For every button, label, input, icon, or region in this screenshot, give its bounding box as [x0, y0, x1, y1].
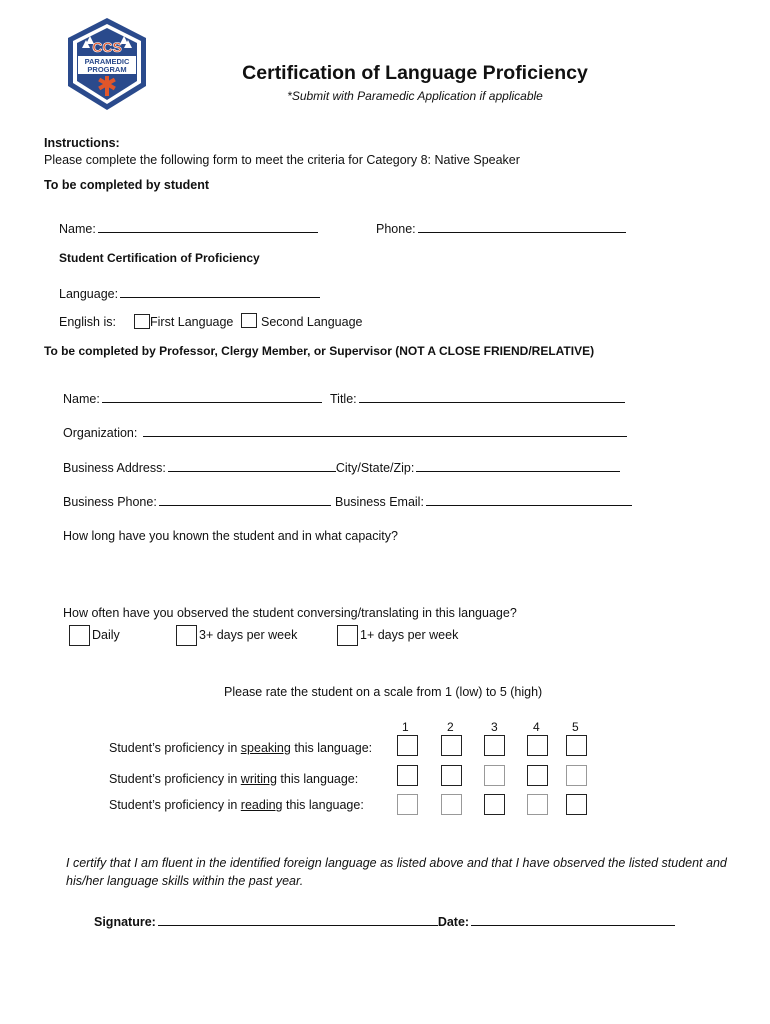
logo-line2: PROGRAM — [87, 65, 127, 74]
speaking-rating-4[interactable] — [527, 735, 548, 756]
logo-line1: PARAMEDIC — [84, 57, 130, 66]
first-language-label: First Language — [150, 315, 234, 329]
freq-3-checkbox[interactable] — [176, 625, 197, 646]
writing-rating-4[interactable] — [527, 765, 548, 786]
organization-field[interactable] — [143, 425, 627, 437]
student-name-field[interactable] — [98, 221, 318, 233]
speaking-rating-2[interactable] — [441, 735, 462, 756]
freq-1-checkbox[interactable] — [337, 625, 358, 646]
english-is-label: English is: — [59, 315, 116, 329]
student-section-heading: To be completed by student — [44, 178, 210, 192]
rating-row-speaking-label: Student’s proficiency in speaking this language: — [109, 741, 373, 755]
rating-row-reading-label: Student’s proficiency in reading this language: — [109, 798, 364, 812]
reading-rating-2[interactable] — [441, 794, 462, 815]
prof-name-field[interactable] — [102, 391, 322, 403]
speaking-rating-3[interactable] — [484, 735, 505, 756]
language-field[interactable] — [120, 286, 320, 298]
page-subtitle: *Submit with Paramedic Application if applicable — [287, 89, 543, 103]
how-often-question: How often have you observed the student conversing/translating in this language? — [63, 606, 517, 620]
signature-field[interactable] — [158, 914, 438, 926]
prof-name-label: Name: — [63, 392, 100, 406]
prof-title-label: Title: — [330, 392, 357, 406]
reading-rating-3[interactable] — [484, 794, 505, 815]
city-state-zip-label: City/State/Zip: — [335, 461, 415, 475]
freq-3-label: 3+ days per week — [199, 628, 298, 642]
business-phone-label: Business Phone: — [63, 495, 157, 509]
second-language-checkbox[interactable] — [241, 313, 257, 328]
certification-statement: I certify that I am fluent in the identified foreign language as listed above and that I have observed the listed student and his/her language skills within the past year. — [66, 856, 727, 888]
student-name-label: Name: — [59, 222, 96, 236]
reading-rating-5[interactable] — [566, 794, 587, 815]
how-long-question: How long have you known the student and in what capacity? — [63, 529, 398, 543]
signature-label: Signature: — [94, 915, 156, 929]
scale-3: 3 — [491, 720, 498, 734]
first-language-checkbox[interactable] — [134, 314, 150, 329]
language-label: Language: — [59, 287, 119, 301]
writing-rating-3[interactable] — [484, 765, 505, 786]
student-phone-field[interactable] — [418, 221, 626, 233]
organization-label: Organization: — [63, 426, 138, 440]
business-address-label: Business Address: — [63, 461, 166, 475]
freq-daily-checkbox[interactable] — [69, 625, 90, 646]
speaking-rating-5[interactable] — [566, 735, 587, 756]
rating-row-writing-label: Student’s proficiency in writing this language: — [109, 772, 359, 786]
rating-prompt: Please rate the student on a scale from 1 (low) to 5 (high) — [224, 685, 543, 699]
logo-top-text: CCS — [92, 39, 122, 55]
date-label: Date: — [437, 915, 470, 929]
business-email-field[interactable] — [426, 494, 632, 506]
professor-section-heading: To be completed by Professor, Clergy Member, or Supervisor (NOT A CLOSE FRIEND/RELATIVE) — [44, 344, 595, 358]
date-field[interactable] — [471, 914, 675, 926]
student-phone-label: Phone: — [376, 222, 416, 236]
page-title: Certification of Language Proficiency — [242, 62, 588, 84]
reading-rating-1[interactable] — [397, 794, 418, 815]
writing-rating-1[interactable] — [397, 765, 418, 786]
scale-2: 2 — [447, 720, 454, 734]
freq-daily-label: Daily — [92, 628, 120, 642]
speaking-rating-1[interactable] — [397, 735, 418, 756]
instructions-text: Please complete the following form to meet the criteria for Category 8: Native Speaker — [44, 153, 520, 167]
scale-5: 5 — [572, 720, 579, 734]
scale-4: 4 — [533, 720, 540, 734]
city-state-zip-field[interactable] — [416, 460, 620, 472]
writing-rating-2[interactable] — [441, 765, 462, 786]
scale-1: 1 — [402, 720, 409, 734]
business-email-label: Business Email: — [335, 495, 424, 509]
business-phone-field[interactable] — [159, 494, 331, 506]
instructions-heading: Instructions: — [44, 136, 120, 150]
reading-rating-4[interactable] — [527, 794, 548, 815]
prof-title-field[interactable] — [359, 391, 625, 403]
business-address-field[interactable] — [168, 460, 336, 472]
writing-rating-5[interactable] — [566, 765, 587, 786]
freq-1-label: 1+ days per week — [360, 628, 459, 642]
student-cert-heading: Student Certification of Proficiency — [59, 251, 260, 265]
second-language-label: Second Language — [261, 315, 363, 329]
